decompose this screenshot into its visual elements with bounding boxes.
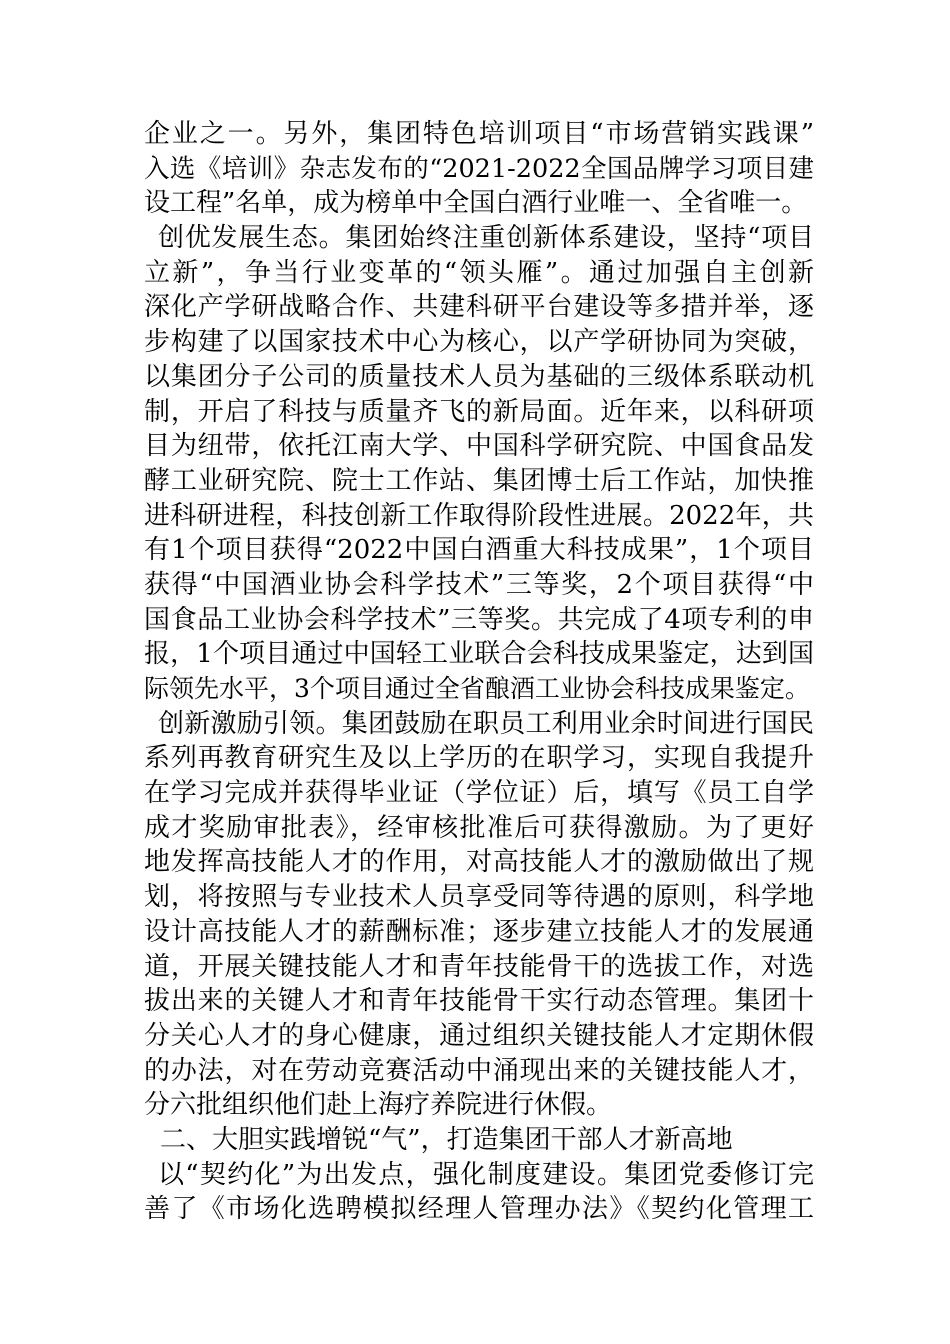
text-line: 步构建了以国家技术中心为核心，以产学研协同为突破， [144,327,814,358]
text-line: 深化产学研战略合作、共建科研平台建设等多措并举，逐 [144,292,814,323]
text-line: 地发挥高技能人才的作用，对高技能人才的激励做出了规 [144,847,814,878]
text-line: 道，开展关键技能人才和青年技能骨干的选拔工作，对选 [144,951,814,982]
text-line: 创优发展生态。集团始终注重创新体系建设，坚持“项目 [158,223,814,254]
text-line: 分六批组织他们赴上海疗养院进行休假。 [144,1090,613,1121]
text-line: 成才奖励审批表》，经审核批准后可获得激励。为了更好 [144,812,814,843]
text-line: 的办法，对在劳动竞赛活动中涌现出来的关键技能人才， [144,1055,814,1086]
text-line: 设工程”名单，成为榜单中全国白酒行业唯一、全省唯一。 [144,188,808,219]
text-line: 分关心人才的身心健康，通过组织关键技能人才定期休假 [144,1020,814,1051]
text-line: 拔出来的关键人才和青年技能骨干实行动态管理。集团十 [144,986,814,1017]
text-line: 以“契约化”为出发点，强化制度建设。集团党委修订完 [158,1159,814,1190]
text-line: 以集团分子公司的质量技术人员为基础的三级体系联动机 [144,361,814,392]
text-line: 创新激励引领。集团鼓励在职员工利用业余时间进行国民 [158,708,814,739]
text-line: 系列再教育研究生及以上学历的在职学习，实现自我提升 [144,743,814,774]
text-line: 立新”，争当行业变革的“领头雁”。通过加强自主创新 [144,257,814,288]
text-line: 划，将按照与专业技术人员享受同等待遇的原则，科学地 [144,882,814,913]
text-line: 制，开启了科技与质量齐飞的新局面。近年来，以科研项 [144,396,814,427]
text-line: 企业之一。另外，集团特色培训项目“市场营销实践课” [144,119,814,149]
section-heading: 二、大胆实践增锐“气”，打造集团干部人才新高地 [160,1124,733,1155]
text-line: 国食品工业协会科学技术”三等奖。共完成了4项专利的申 [144,604,814,635]
text-line: 入选《培训》杂志发布的“2021-2022全国品牌学习项目建 [144,153,814,184]
text-line: 际领先水平，3个项目通过全省酿酒工业协会科技成果鉴定。 [144,674,810,703]
text-line: 善了《市场化选聘模拟经理人管理办法》《契约化管理工 [144,1194,814,1225]
text-line: 获得“中国酒业协会科学技术”三等奖，2个项目获得“中 [144,569,814,600]
text-line: 报，1个项目通过中国轻工业联合会科技成果鉴定，达到国 [144,639,814,670]
body-text [144,117,814,1227]
text-line: 在学习完成并获得毕业证（学位证）后，填写《员工自学 [144,778,814,809]
text-line: 进科研进程，科技创新工作取得阶段性进展。2022年，共 [144,500,814,531]
text-line: 酵工业研究院、院士工作站、集团博士后工作站，加快推 [144,465,814,496]
text-line: 设计高技能人才的薪酬标准；逐步建立技能人才的发展通 [144,916,814,947]
text-line: 有1个项目获得“2022中国白酒重大科技成果”，1个项目 [144,535,814,566]
text-line: 目为纽带，依托江南大学、中国科学研究院、中国食品发 [144,431,814,462]
